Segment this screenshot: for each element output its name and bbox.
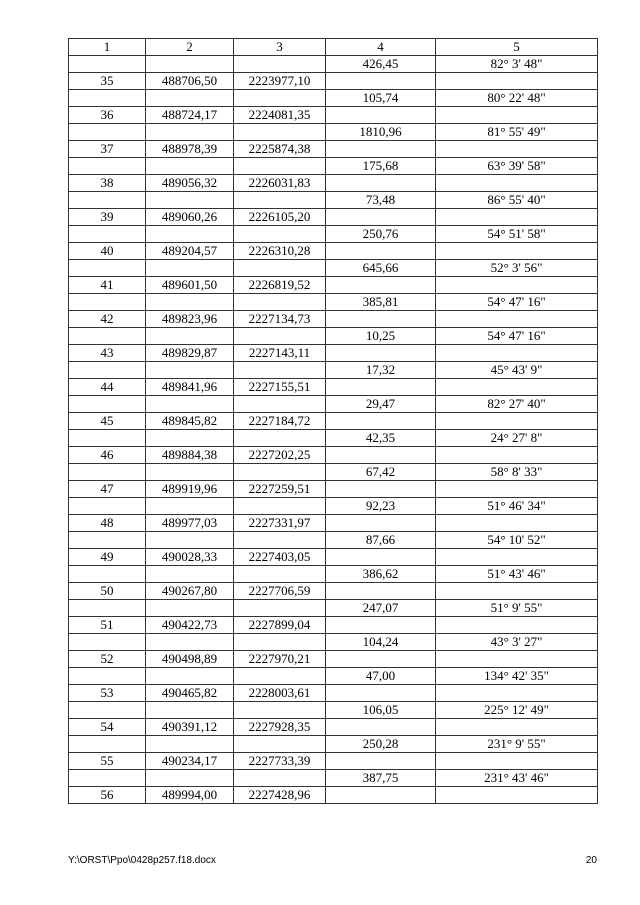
table-cell: 1810,96	[326, 124, 436, 141]
table-cell	[326, 481, 436, 498]
table-cell	[69, 328, 146, 345]
table-cell: 2227970,21	[234, 651, 326, 668]
table-cell	[146, 158, 234, 175]
table-row	[69, 260, 598, 277]
header-cell: 1	[69, 39, 146, 56]
table-row	[69, 311, 598, 328]
table-cell	[234, 396, 326, 413]
footer-file-path: Y:\ORST\Ppo\0428p257.f18.docx	[68, 855, 216, 866]
table-row	[69, 651, 598, 668]
table-cell: 80° 22' 48"	[436, 90, 598, 107]
table-cell	[69, 464, 146, 481]
table-row	[69, 209, 598, 226]
table-cell: 2224081,35	[234, 107, 326, 124]
table-cell: 46	[69, 447, 146, 464]
table-cell: 2227733,39	[234, 753, 326, 770]
table-cell	[146, 430, 234, 447]
table-cell: 45	[69, 413, 146, 430]
table-cell: 36	[69, 107, 146, 124]
table-cell: 2227706,59	[234, 583, 326, 600]
table-cell	[146, 294, 234, 311]
table-row	[69, 447, 598, 464]
table-cell: 42,35	[326, 430, 436, 447]
table-cell	[234, 634, 326, 651]
table-cell	[436, 73, 598, 90]
table-cell: 24° 27' 8"	[436, 430, 598, 447]
table-cell: 489060,26	[146, 209, 234, 226]
table-cell: 49	[69, 549, 146, 566]
header-cell: 2	[146, 39, 234, 56]
table-cell: 87,66	[326, 532, 436, 549]
table-row	[69, 464, 598, 481]
table-cell: 489204,57	[146, 243, 234, 260]
table-cell: 47,00	[326, 668, 436, 685]
table-cell	[69, 566, 146, 583]
table-cell: 43° 3' 27"	[436, 634, 598, 651]
table-cell: 54° 51' 58"	[436, 226, 598, 243]
table-cell	[326, 277, 436, 294]
table-cell: 63° 39' 58"	[436, 158, 598, 175]
table-cell: 54° 47' 16"	[436, 294, 598, 311]
table-row	[69, 532, 598, 549]
table-row	[69, 583, 598, 600]
table-row	[69, 396, 598, 413]
table-cell: 51° 46' 34"	[436, 498, 598, 515]
table-cell	[326, 73, 436, 90]
table-cell: 50	[69, 583, 146, 600]
table-cell: 489823,96	[146, 311, 234, 328]
table-cell	[326, 345, 436, 362]
table-cell	[326, 515, 436, 532]
table-row	[69, 90, 598, 107]
table-cell: 39	[69, 209, 146, 226]
table-cell: 250,76	[326, 226, 436, 243]
table-cell: 2226105,20	[234, 209, 326, 226]
table-cell	[234, 226, 326, 243]
table-row	[69, 787, 598, 804]
footer-page-number: 20	[585, 855, 597, 866]
table-cell	[326, 787, 436, 804]
table-cell	[234, 328, 326, 345]
table-row	[69, 634, 598, 651]
table-cell	[146, 566, 234, 583]
table-row	[69, 685, 598, 702]
table-cell	[69, 736, 146, 753]
table-cell: 2227403,05	[234, 549, 326, 566]
table-cell: 247,07	[326, 600, 436, 617]
table-cell: 489977,03	[146, 515, 234, 532]
table-cell	[326, 719, 436, 736]
table-cell: 489845,82	[146, 413, 234, 430]
table-cell	[436, 413, 598, 430]
table-cell: 2226031,83	[234, 175, 326, 192]
table-row	[69, 379, 598, 396]
table-cell	[436, 243, 598, 260]
table-cell	[234, 56, 326, 73]
table-cell	[326, 447, 436, 464]
table-row	[69, 498, 598, 515]
table-cell: 45° 43' 9"	[436, 362, 598, 379]
table-cell	[69, 362, 146, 379]
table-cell: 225° 12' 49"	[436, 702, 598, 719]
table-cell: 47	[69, 481, 146, 498]
table-cell: 489994,00	[146, 787, 234, 804]
table-cell: 82° 3' 48"	[436, 56, 598, 73]
table-cell	[326, 583, 436, 600]
table-cell: 17,32	[326, 362, 436, 379]
table-cell: 35	[69, 73, 146, 90]
table-cell: 2225874,38	[234, 141, 326, 158]
table-cell: 175,68	[326, 158, 436, 175]
table-cell: 231° 9' 55"	[436, 736, 598, 753]
table-cell: 488724,17	[146, 107, 234, 124]
table-cell: 490267,80	[146, 583, 234, 600]
table-cell: 490234,17	[146, 753, 234, 770]
table-row	[69, 243, 598, 260]
table-body	[69, 56, 598, 804]
table-row	[69, 328, 598, 345]
header-cell: 4	[326, 39, 436, 56]
table-cell: 490028,33	[146, 549, 234, 566]
table-row	[69, 141, 598, 158]
table-cell	[146, 634, 234, 651]
table-cell	[146, 260, 234, 277]
table-cell: 54° 10' 52"	[436, 532, 598, 549]
table-cell	[69, 634, 146, 651]
table-cell	[234, 566, 326, 583]
table-cell: 55	[69, 753, 146, 770]
table-cell	[436, 515, 598, 532]
table-cell: 104,24	[326, 634, 436, 651]
table-row	[69, 277, 598, 294]
table-cell	[234, 158, 326, 175]
table-cell: 489919,96	[146, 481, 234, 498]
table-row	[69, 566, 598, 583]
table-row	[69, 549, 598, 566]
table-cell: 490391,12	[146, 719, 234, 736]
table-cell: 488706,50	[146, 73, 234, 90]
table-cell: 645,66	[326, 260, 436, 277]
table-cell	[69, 770, 146, 787]
table-cell: 2226310,28	[234, 243, 326, 260]
table-row	[69, 56, 598, 73]
table-row	[69, 362, 598, 379]
table-row	[69, 430, 598, 447]
table-cell	[146, 736, 234, 753]
table-cell	[234, 362, 326, 379]
table-cell	[69, 498, 146, 515]
table-cell	[69, 124, 146, 141]
table-cell	[234, 532, 326, 549]
table-cell	[146, 396, 234, 413]
table-cell	[436, 617, 598, 634]
table-cell: 51	[69, 617, 146, 634]
table-cell: 489829,87	[146, 345, 234, 362]
table-cell: 40	[69, 243, 146, 260]
table-cell: 54	[69, 719, 146, 736]
table-cell	[146, 532, 234, 549]
table-cell: 2227202,25	[234, 447, 326, 464]
table-row	[69, 481, 598, 498]
table-cell: 490422,73	[146, 617, 234, 634]
table-row	[69, 413, 598, 430]
table-cell: 489601,50	[146, 277, 234, 294]
table-cell	[69, 702, 146, 719]
table-cell: 2227259,51	[234, 481, 326, 498]
table-row	[69, 668, 598, 685]
table-cell	[146, 328, 234, 345]
table-cell: 53	[69, 685, 146, 702]
table-cell: 490465,82	[146, 685, 234, 702]
table-cell	[69, 294, 146, 311]
table-cell: 2226819,52	[234, 277, 326, 294]
table-cell	[234, 464, 326, 481]
table-cell	[69, 600, 146, 617]
table-cell	[326, 379, 436, 396]
table-cell: 2227134,73	[234, 311, 326, 328]
table-cell: 489841,96	[146, 379, 234, 396]
coordinates-table	[68, 38, 598, 804]
table-cell	[234, 90, 326, 107]
table-cell: 42	[69, 311, 146, 328]
table-cell: 2227428,96	[234, 787, 326, 804]
table-cell: 38	[69, 175, 146, 192]
table-cell	[326, 311, 436, 328]
table-cell: 52° 3' 56"	[436, 260, 598, 277]
table-cell	[146, 668, 234, 685]
table-cell	[69, 192, 146, 209]
table-cell	[146, 226, 234, 243]
table-row	[69, 158, 598, 175]
table-cell	[436, 787, 598, 804]
table-cell	[326, 141, 436, 158]
table-cell	[234, 260, 326, 277]
table-cell: 67,42	[326, 464, 436, 481]
table-row	[69, 226, 598, 243]
table-row	[69, 73, 598, 90]
table-row	[69, 617, 598, 634]
table-cell	[326, 209, 436, 226]
table-cell	[436, 277, 598, 294]
table-cell: 92,23	[326, 498, 436, 515]
table-cell	[326, 107, 436, 124]
table-row	[69, 515, 598, 532]
table-row	[69, 719, 598, 736]
table-cell: 54° 47' 16"	[436, 328, 598, 345]
table-cell: 2227899,04	[234, 617, 326, 634]
table-cell: 385,81	[326, 294, 436, 311]
table-cell	[234, 736, 326, 753]
table-cell: 10,25	[326, 328, 436, 345]
table-cell	[146, 702, 234, 719]
table-cell	[326, 549, 436, 566]
table-cell: 387,75	[326, 770, 436, 787]
table-cell	[234, 430, 326, 447]
table-cell	[436, 345, 598, 362]
table-cell: 386,62	[326, 566, 436, 583]
table-row	[69, 345, 598, 362]
table-cell: 58° 8' 33"	[436, 464, 598, 481]
table-cell: 86° 55' 40"	[436, 192, 598, 209]
table-cell	[146, 600, 234, 617]
table-cell	[436, 107, 598, 124]
table-header	[69, 39, 598, 56]
table-cell	[69, 90, 146, 107]
table-row	[69, 175, 598, 192]
table-row	[69, 107, 598, 124]
table-row	[69, 294, 598, 311]
table-cell	[436, 583, 598, 600]
table-cell: 105,74	[326, 90, 436, 107]
table-cell: 426,45	[326, 56, 436, 73]
table-cell	[436, 311, 598, 328]
table-cell	[326, 753, 436, 770]
table-cell: 2227143,11	[234, 345, 326, 362]
table-cell	[234, 600, 326, 617]
table-cell	[69, 158, 146, 175]
table-cell	[146, 498, 234, 515]
table-cell: 82° 27' 40"	[436, 396, 598, 413]
header-row	[69, 39, 598, 56]
table-cell: 250,28	[326, 736, 436, 753]
table-cell	[146, 56, 234, 73]
table-cell	[69, 668, 146, 685]
table-cell	[69, 532, 146, 549]
table-cell	[69, 56, 146, 73]
table-row	[69, 192, 598, 209]
table-cell	[146, 362, 234, 379]
table-cell: 37	[69, 141, 146, 158]
table-cell	[234, 668, 326, 685]
table-cell: 489884,38	[146, 447, 234, 464]
table-cell	[326, 413, 436, 430]
table-cell	[69, 430, 146, 447]
table-cell: 29,47	[326, 396, 436, 413]
table-cell: 41	[69, 277, 146, 294]
table-cell	[436, 447, 598, 464]
table-cell	[69, 260, 146, 277]
table-cell	[436, 549, 598, 566]
table-cell	[436, 481, 598, 498]
table-cell	[234, 294, 326, 311]
table-cell: 231° 43' 46"	[436, 770, 598, 787]
table-cell	[436, 379, 598, 396]
table-cell	[326, 175, 436, 192]
table-cell	[436, 141, 598, 158]
table-cell: 2227331,97	[234, 515, 326, 532]
table-cell: 51° 43' 46"	[436, 566, 598, 583]
table-cell: 43	[69, 345, 146, 362]
table-cell: 56	[69, 787, 146, 804]
table-cell	[146, 192, 234, 209]
table-row	[69, 702, 598, 719]
table-cell	[326, 617, 436, 634]
table-cell: 2227928,35	[234, 719, 326, 736]
table-row	[69, 124, 598, 141]
table-cell: 490498,89	[146, 651, 234, 668]
table-cell: 2223977,10	[234, 73, 326, 90]
table-cell	[436, 685, 598, 702]
table-cell	[146, 90, 234, 107]
table-cell: 48	[69, 515, 146, 532]
table-cell	[436, 175, 598, 192]
table-cell	[234, 770, 326, 787]
header-cell: 5	[436, 39, 598, 56]
table-cell	[326, 651, 436, 668]
table-cell	[234, 192, 326, 209]
table-cell: 488978,39	[146, 141, 234, 158]
table-cell	[436, 753, 598, 770]
table-cell: 2227184,72	[234, 413, 326, 430]
table-cell	[146, 770, 234, 787]
table-row	[69, 753, 598, 770]
table-cell: 134° 42' 35"	[436, 668, 598, 685]
table-cell	[69, 226, 146, 243]
table-row	[69, 770, 598, 787]
table-cell	[326, 243, 436, 260]
table-cell	[146, 464, 234, 481]
table-cell: 489056,32	[146, 175, 234, 192]
table-cell	[234, 702, 326, 719]
table-cell	[326, 685, 436, 702]
table-cell: 73,48	[326, 192, 436, 209]
table-cell	[436, 719, 598, 736]
table-cell: 2228003,61	[234, 685, 326, 702]
table-cell	[436, 651, 598, 668]
table-cell	[234, 498, 326, 515]
table-row	[69, 736, 598, 753]
table-cell	[234, 124, 326, 141]
table-cell: 2227155,51	[234, 379, 326, 396]
table-row	[69, 600, 598, 617]
table-cell: 81° 55' 49"	[436, 124, 598, 141]
table-cell	[436, 209, 598, 226]
table-cell	[146, 124, 234, 141]
table-cell	[69, 396, 146, 413]
table-cell: 52	[69, 651, 146, 668]
table-cell: 51° 9' 55"	[436, 600, 598, 617]
table-cell: 106,05	[326, 702, 436, 719]
table-cell: 44	[69, 379, 146, 396]
header-cell: 3	[234, 39, 326, 56]
